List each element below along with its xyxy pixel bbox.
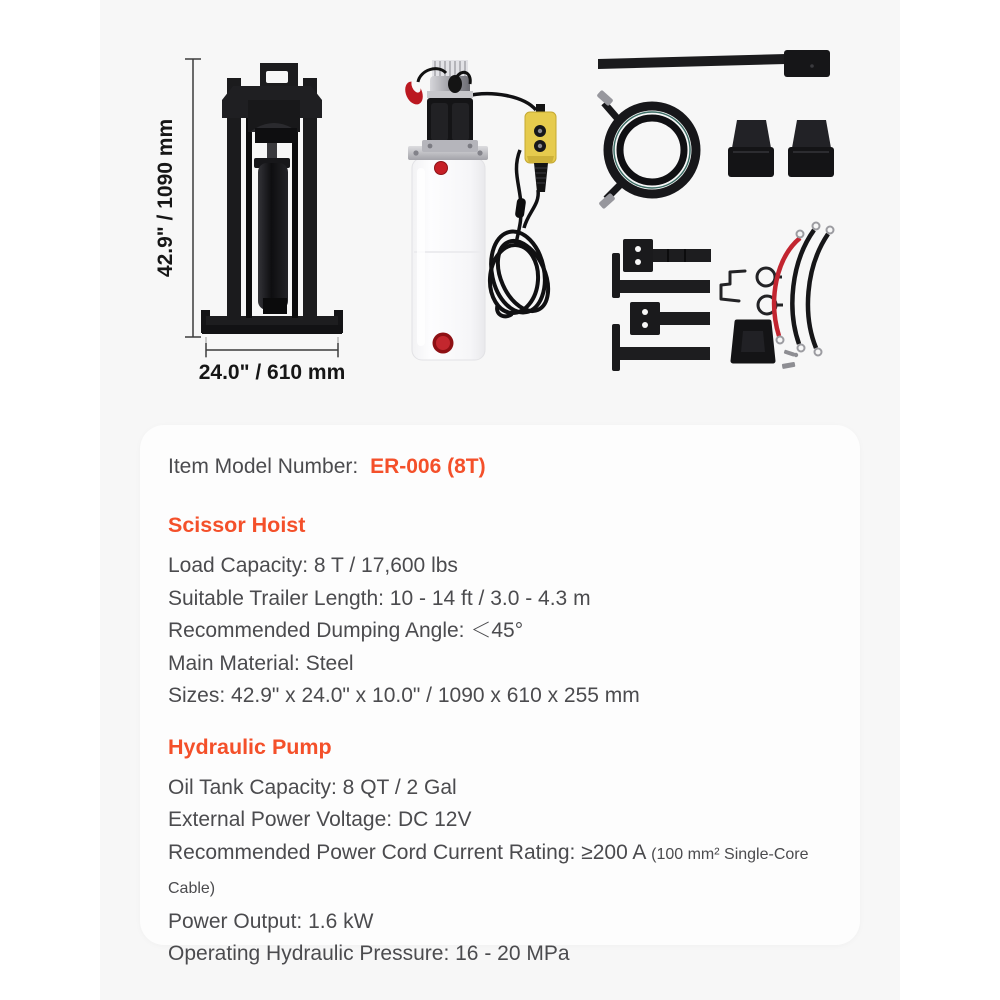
cord-rating-note: (100 mm² Single-Core Cable): [168, 845, 809, 897]
t-shaped-mounting-pins: [612, 239, 711, 371]
section-title: Hydraulic Pump: [168, 734, 332, 759]
screws: [782, 350, 798, 369]
spec-line-sizes: Sizes: 42.9" x 24.0" x 10.0" / 1090 x 610 x 255 mm: [168, 684, 640, 707]
width-dimension: [199, 337, 346, 384]
height-dimension: [154, 59, 201, 337]
hoist-width-label: 24.0" / 610 mm: [198, 361, 346, 384]
hydraulic-hose-coil: [596, 90, 696, 210]
section-hydraulic-pump: [168, 735, 832, 971]
model-number-row: [168, 455, 832, 479]
model-number-value: ER-006 (8T): [370, 455, 486, 478]
spec-line-hydraulic-pressure: Operating Hydraulic Pressure: 16 - 20 MPa: [168, 942, 570, 965]
spec-line-trailer-length: Suitable Trailer Length: 10 - 14 ft / 3.0 - 4.3 m: [168, 586, 591, 610]
spec-line-power-voltage: External Power Voltage: DC 12V: [168, 808, 472, 831]
scissor-hoist-photo: [154, 59, 345, 384]
hoist-height-label: 42.9" / 1090 mm: [154, 118, 177, 278]
pump-cable-coil: [484, 226, 558, 318]
content-panel: [100, 0, 900, 1000]
spec-line-dumping-angle: Recommended Dumping Angle: ＜45°: [168, 619, 524, 642]
section-scissor-hoist: [168, 513, 832, 713]
spec-line-power-output: Power Output: 1.6 kW: [168, 909, 374, 933]
product-gallery: [100, 0, 900, 415]
section-title: Scissor Hoist: [168, 513, 306, 537]
spec-line-load-capacity: Load Capacity: 8 T / 17,600 lbs: [168, 554, 458, 577]
spec-line-material: Main Material: Steel: [168, 651, 354, 675]
spec-line-oil-tank: Oil Tank Capacity: 8 QT / 2 Gal: [168, 775, 457, 799]
safety-clip: [721, 271, 745, 301]
cylinder-cover: [733, 322, 773, 361]
mounting-bar: [598, 50, 830, 77]
hydraulic-pump-photo: [402, 60, 558, 360]
spec-line-cord-rating: [168, 837, 832, 906]
model-number-label: Item Model Number:: [168, 455, 359, 478]
pump-mounting-brackets: [728, 120, 834, 177]
cord-rating-main: Recommended Power Cord Current Rating: ≥200 A: [168, 840, 646, 864]
spec-card: [140, 425, 860, 965]
battery-cables: [774, 223, 833, 356]
pendant-remote: [525, 104, 556, 192]
